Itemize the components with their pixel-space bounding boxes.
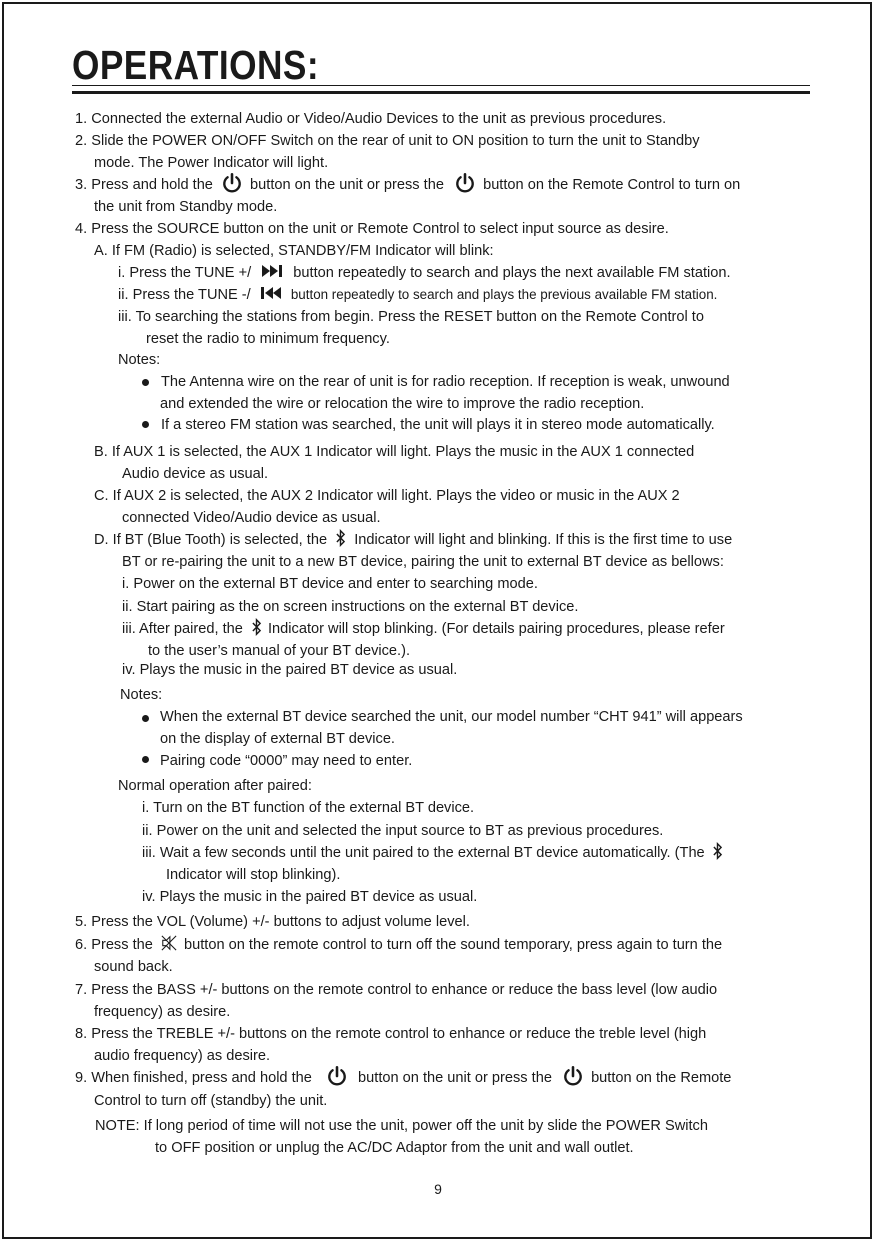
section-d-line-1 [94,531,732,549]
page-title: OPERATIONS: [72,42,319,88]
step-5: 5. Press the VOL (Volume) +/- buttons to adjust volume level. [75,914,470,930]
section-a-item-i-text-a: i. Press the TUNE +/ [118,265,252,281]
section-d-text-b: Indicator will light and blinking. If this is the first time to use [354,532,733,548]
section-a-note-1-line-2: and extended the wire or relocation the wire to improve the radio reception. [160,396,645,412]
section-d-item-ii: ii. Start pairing as the on screen instructions on the external BT device. [122,599,579,615]
normal-operation-item-iii-text: iii. Wait a few seconds until the unit paired to the external BT device automatically. (The [142,845,705,861]
step-6-line-1 [75,936,722,954]
step-3-line-2: the unit from Standby mode. [94,199,278,215]
section-a-item-i-text-b: button repeatedly to search and plays the next available FM station. [293,265,731,281]
step-9-text-a: 9. When finished, press and hold the [75,1070,312,1086]
bullet-icon [142,715,149,722]
power-icon [221,172,243,194]
bullet-icon [142,756,149,763]
step-9-line-1 [75,1069,731,1087]
page-number: 9 [434,1181,442,1197]
step-9-text-c: button on the Remote [591,1070,732,1086]
mute-icon [161,935,177,951]
step-8-line-2: audio frequency) as desire. [94,1048,271,1064]
section-d-item-iii-text-a: iii. After paired, the [122,621,243,637]
skip-forward-icon [261,264,285,278]
section-d-item-iii-text-b: Indicator will stop blinking. (For details pairing procedures, please refer [268,621,725,637]
step-4: 4. Press the SOURCE button on the unit or Remote Control to select input source as desire. [75,221,669,237]
step-3-text-b: button on the unit or press the [250,177,444,193]
step-3-line-1 [75,176,740,194]
normal-operation-item-iii-line-2: Indicator will stop blinking). [166,867,341,883]
step-2-line-2: mode. The Power Indicator will light. [94,155,329,171]
section-a-item-iii-line-1: iii. To searching the stations from begin. Press the RESET button on the Remote Control to [118,309,704,325]
normal-operation-item-ii: ii. Power on the unit and selected the input source to BT as previous procedures. [142,823,664,839]
section-d-note-2: Pairing code “0000” may need to enter. [160,753,413,769]
step-7-line-1: 7. Press the BASS +/- buttons on the remote control to enhance or reduce the bass level (low audio [75,982,718,998]
section-d-text-a: D. If BT (Blue Tooth) is selected, the [94,532,328,548]
title-rule-thin [72,85,810,86]
step-7-line-2: frequency) as desire. [94,1004,231,1020]
bluetooth-icon [712,842,723,860]
bluetooth-icon [335,529,346,547]
section-b-line-1: B. If AUX 1 is selected, the AUX 1 Indicator will light. Plays the music in the AUX 1 connected [94,444,695,460]
power-icon [454,172,476,194]
section-a-item-i [118,264,731,282]
bluetooth-icon [251,618,262,636]
step-8-line-1: 8. Press the TREBLE +/- buttons on the remote control to enhance or reduce the treble level (high [75,1026,707,1042]
section-d-item-i: i. Power on the external BT device and enter to searching mode. [122,576,538,592]
step-1: 1. Connected the external Audio or Video/Audio Devices to the unit as previous procedures. [75,111,667,127]
step-2-line-1: 2. Slide the POWER ON/OFF Switch on the rear of unit to ON position to turn the unit to Standby [75,133,700,149]
power-icon [326,1065,348,1087]
normal-operation-item-iv: iv. Plays the music in the paired BT device as usual. [142,889,478,905]
section-b-line-2: Audio device as usual. [122,466,269,482]
note-line-2: to OFF position or unplug the AC/DC Adaptor from the unit and wall outlet. [155,1140,634,1156]
section-d-note-1-line-1: When the external BT device searched the unit, our model number “CHT 941” will appears [160,709,743,725]
section-a-note-2: If a stereo FM station was searched, the unit will plays it in stereo mode automatically. [161,417,715,433]
step-6-line-2: sound back. [94,959,173,975]
section-d-item-iii-line-1 [122,620,725,638]
step-3-text-a: 3. Press and hold the [75,177,213,193]
section-d-item-iv: iv. Plays the music in the paired BT device as usual. [122,662,458,678]
section-c-line-2: connected Video/Audio device as usual. [122,510,381,526]
bullet-icon [142,421,149,428]
normal-operation-item-i: i. Turn on the BT function of the external BT device. [142,800,475,816]
section-a-notes-label: Notes: [118,352,161,368]
normal-operation-item-iii-line-1 [142,844,723,862]
section-d-notes-label: Notes: [120,687,163,703]
normal-operation-heading: Normal operation after paired: [118,778,312,794]
skip-back-icon [259,286,283,300]
section-a-item-ii-text-a: ii. Press the TUNE -/ [118,287,251,303]
step-3-text-c: button on the Remote Control to turn on [483,177,741,193]
section-d-line-2: BT or re-pairing the unit to a new BT device, pairing the unit to external BT device as bellows: [122,554,724,570]
section-a-item-ii-text-b: button repeatedly to search and plays the previous available FM station. [290,287,718,302]
step-9-text-b: button on the unit or press the [358,1070,552,1086]
section-d-item-iii-line-2: to the user’s manual of your BT device.). [148,643,411,659]
power-icon [562,1065,584,1087]
title-rule-thick [72,91,810,94]
note-line-1: NOTE: If long period of time will not use the unit, power off the unit by slide the POWER Switch [95,1118,708,1134]
section-c-line-1: C. If AUX 2 is selected, the AUX 2 Indicator will light. Plays the video or music in the AUX 2 [94,488,680,504]
section-d-note-1-line-2: on the display of external BT device. [160,731,395,747]
section-a-item-iii-line-2: reset the radio to minimum frequency. [146,331,390,347]
step-9-line-2: Control to turn off (standby) the unit. [94,1093,328,1109]
section-a-note-1-line-1: The Antenna wire on the rear of unit is for radio reception. If reception is weak, unwound [161,374,730,390]
section-a-item-ii [118,286,717,304]
bullet-icon [142,379,149,386]
section-a-heading: A. If FM (Radio) is selected, STANDBY/FM Indicator will blink: [94,243,494,259]
step-6-text-b: button on the remote control to turn off the sound temporary, press again to turn the [184,937,723,953]
step-6-text-a: 6. Press the [75,937,153,953]
